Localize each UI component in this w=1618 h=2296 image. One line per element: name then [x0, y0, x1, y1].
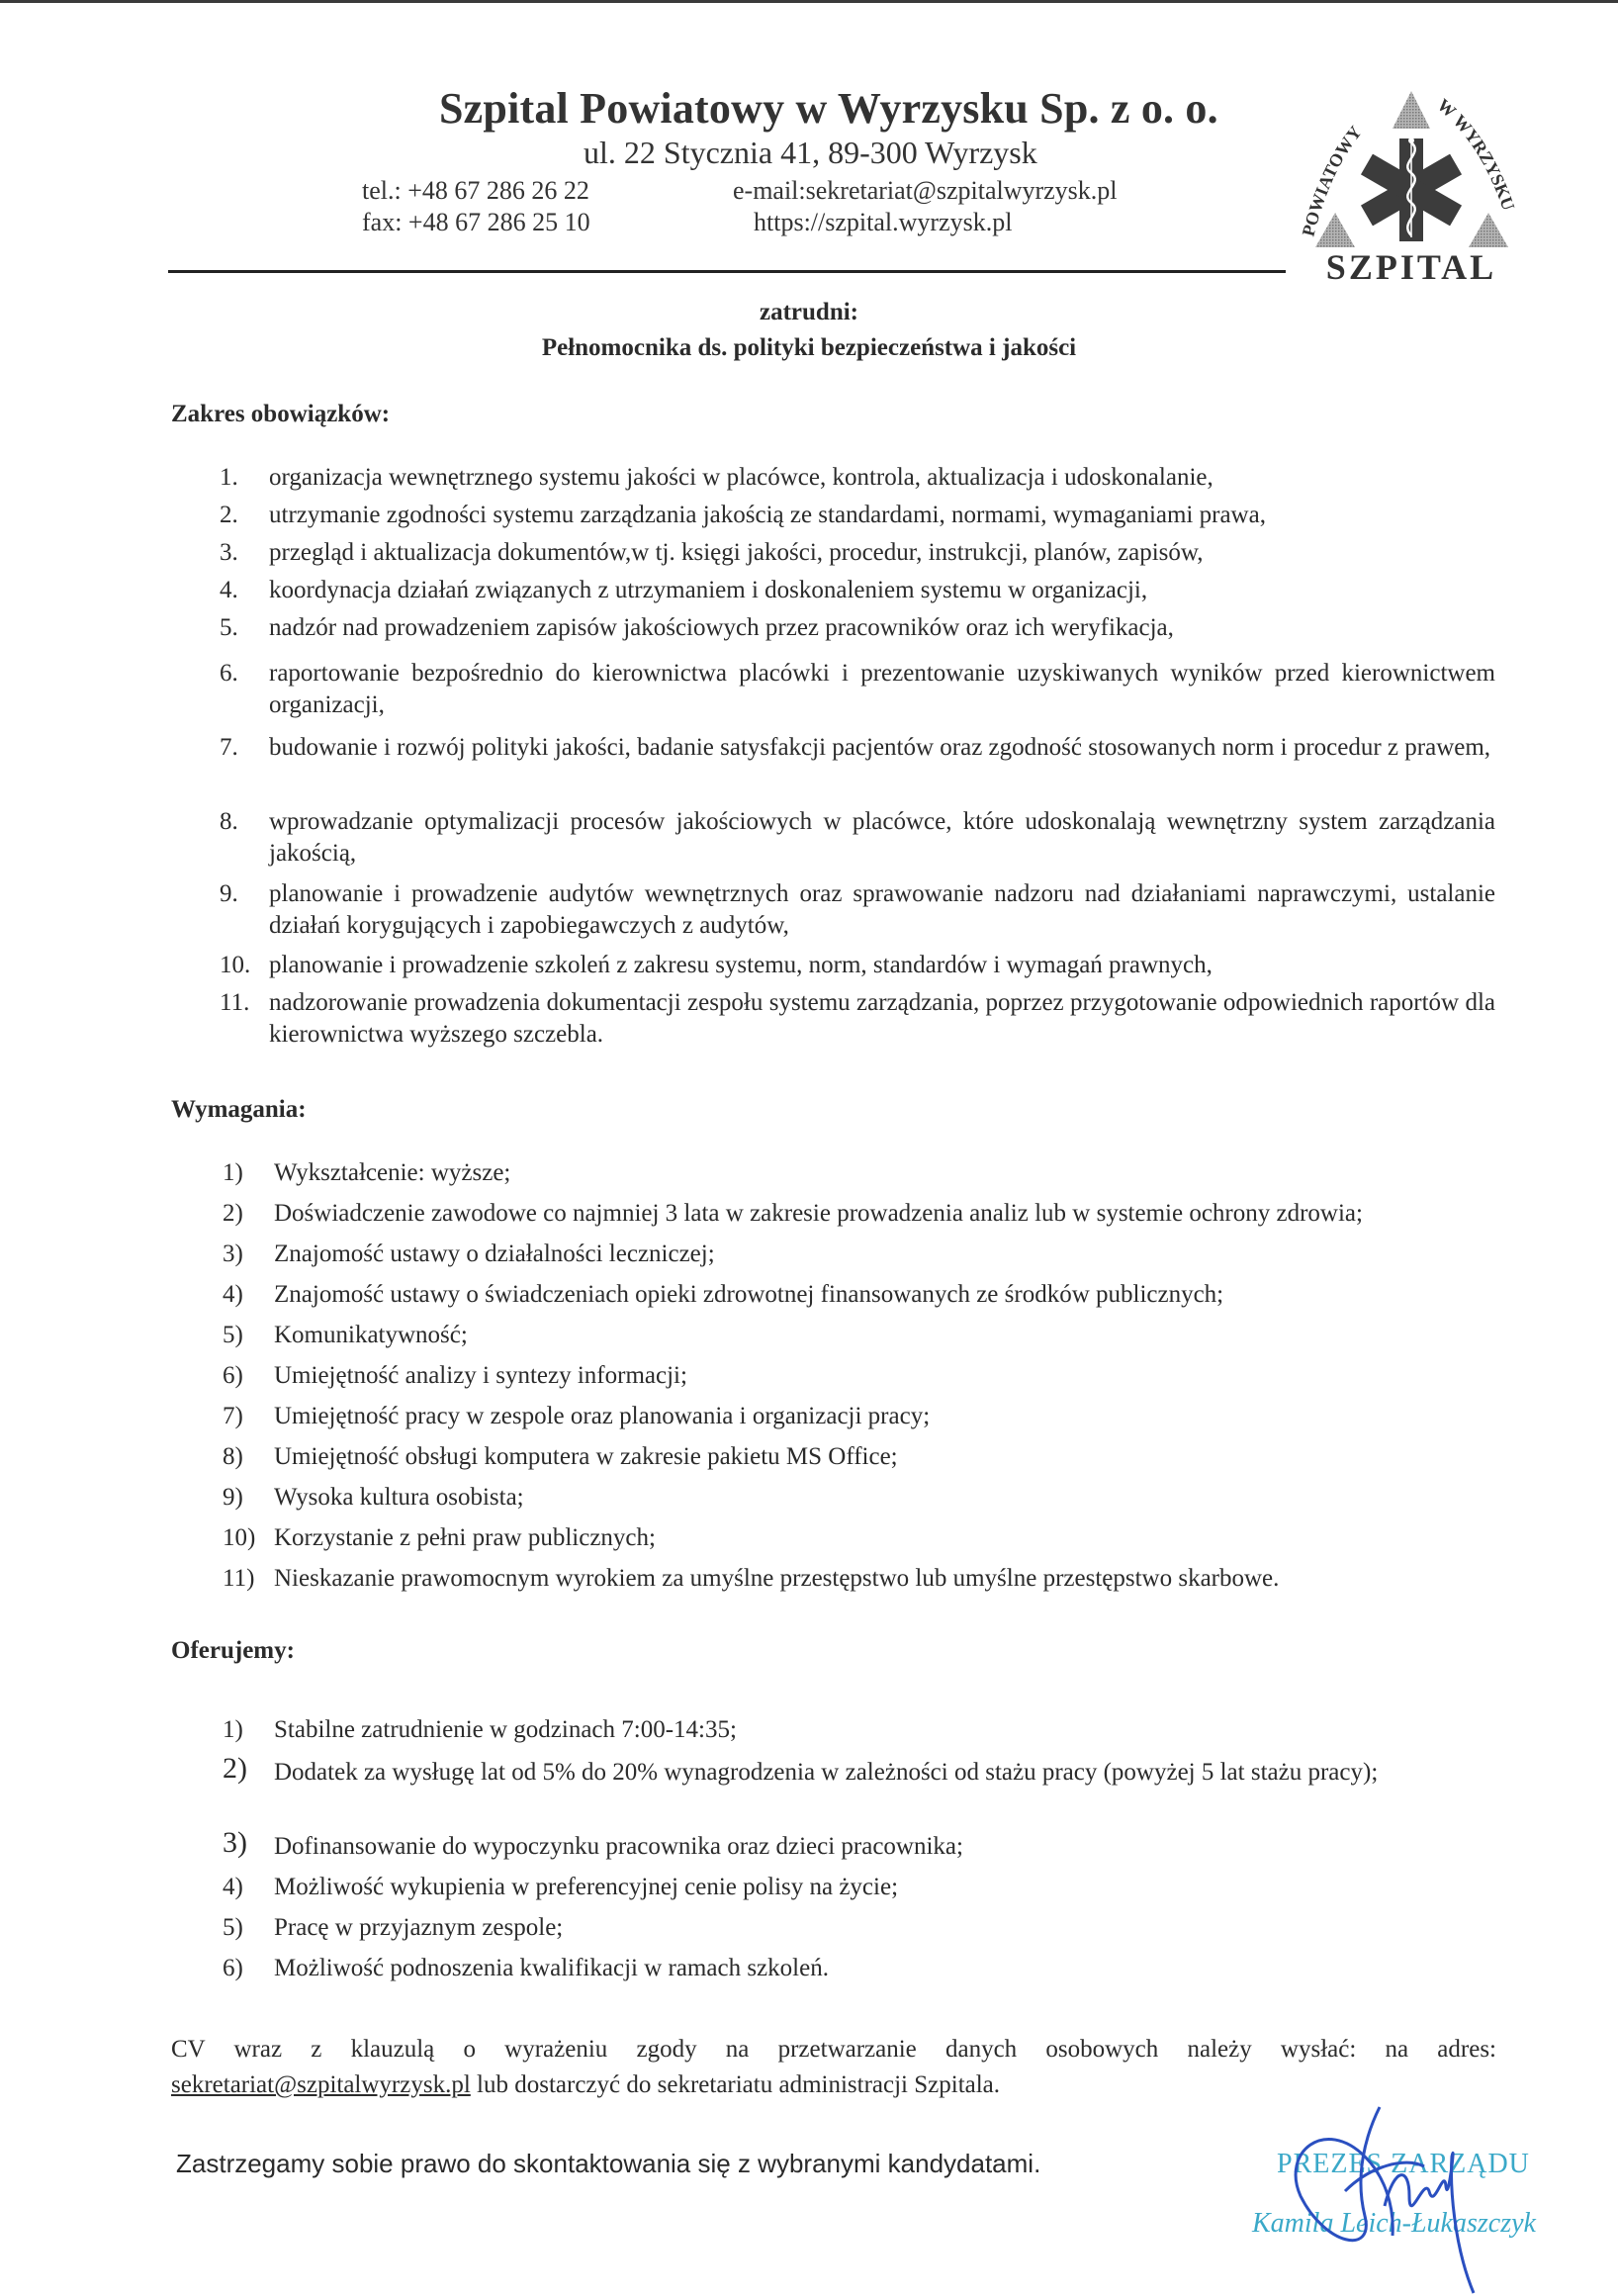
signature-icon [1286, 2097, 1513, 2295]
email-address: e-mail:sekretariat@szpitalwyrzysk.pl [733, 176, 1118, 205]
hospital-logo-icon [1276, 79, 1543, 287]
application-instructions-rest: lub dostarczyć do sekretariatu administracji Szpitala. [470, 2071, 1001, 2098]
scan-edge [0, 0, 1618, 3]
offers-heading: Oferujemy: [171, 1637, 295, 1664]
website-link: https://szpital.wyrzysk.pl [754, 208, 1013, 236]
organization-name: Szpital Powiatowy w Wyrzysku Sp. z o. o. [439, 84, 1218, 133]
svg-text:W WYRZYSKU [1433, 95, 1518, 213]
announcement-verb: zatrudni: [760, 299, 858, 325]
organization-address: ul. 22 Stycznia 41, 89-300 Wyrzysk [584, 135, 1037, 170]
stamp-title: PREZES ZARZĄDU [1277, 2149, 1530, 2179]
reservation-note: Zastrzegamy sobie prawo do skontaktowania się z wybranymi kandydatami. [176, 2149, 1041, 2178]
logo-text-bottom: SZPITAL [1325, 247, 1497, 287]
logo-text-right: W WYRZYSKU [1433, 94, 1519, 214]
header-divider [168, 270, 1286, 273]
stamp-name: Kamila Leich-Łukaszczyk [1252, 2208, 1536, 2239]
duties-heading: Zakres obowiązków: [171, 401, 391, 427]
logo-text-left: POWIATOWY [1298, 122, 1366, 238]
application-email-link[interactable]: sekretariat@szpitalwyrzysk.pl [171, 2071, 471, 2098]
phone-number: tel.: +48 67 286 26 22 [362, 176, 589, 205]
requirements-heading: Wymagania: [171, 1096, 307, 1123]
application-instructions-cont [171, 2067, 1000, 2103]
job-position-title: Pełnomocnika ds. polityki bezpieczeństwa i jakości [541, 334, 1077, 361]
fax-number: fax: +48 67 286 25 10 [362, 208, 590, 236]
application-instructions: CV wraz z klauzulą o wyrażeniu zgody na przetwarzanie danych osobowych należy wysłać: na adres: [171, 2036, 1496, 2063]
